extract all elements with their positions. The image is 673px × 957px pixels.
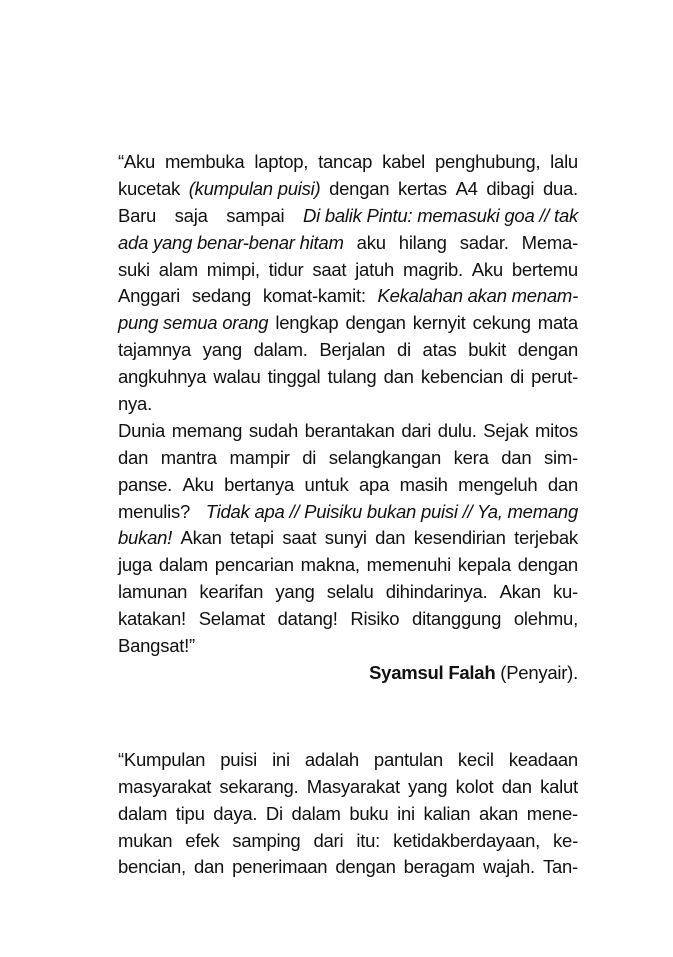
word: mengeluh — [458, 473, 538, 495]
word: kabel — [382, 151, 426, 172]
word: apa — [359, 473, 390, 495]
word: untuk — [304, 473, 349, 495]
word: laptop, — [254, 151, 309, 172]
word: dengan — [335, 856, 396, 878]
text-line — [118, 445, 578, 472]
word: sunyi — [324, 527, 367, 549]
word: buku — [349, 802, 389, 824]
word: mimpi, — [206, 258, 260, 280]
word: dua. — [542, 177, 578, 199]
section-gap — [118, 687, 578, 747]
word: ditanggung — [412, 608, 502, 630]
word: kernyit — [412, 312, 466, 334]
text-line — [118, 337, 578, 364]
italic-phrase: (kumpulan puisi) — [188, 177, 321, 199]
word: kalut — [540, 775, 578, 797]
text-line — [118, 633, 578, 660]
word: sampai — [226, 204, 285, 226]
word: dan — [383, 366, 414, 388]
text-line — [118, 230, 578, 257]
word: Sejak — [483, 419, 529, 441]
page-content — [118, 149, 578, 881]
word: penghubung, — [434, 151, 541, 172]
word: mitos — [534, 419, 578, 441]
word: tajamnya — [118, 339, 192, 361]
word: angkuhnya — [118, 366, 207, 388]
word: ini — [272, 748, 290, 770]
word: dalam. — [253, 339, 308, 361]
word: bertanya — [224, 473, 295, 495]
word: suki — [118, 258, 150, 280]
word: Masyarakat — [306, 775, 400, 797]
text-line — [118, 472, 578, 499]
word: juga — [118, 554, 152, 576]
word: dari — [313, 829, 344, 851]
word: puisi — [220, 748, 258, 770]
word: kearifan — [199, 581, 264, 603]
word: pencarian — [214, 554, 294, 576]
word: cekung — [472, 312, 531, 334]
word: mantra — [160, 446, 217, 468]
word: kecil — [457, 748, 494, 770]
text-line — [118, 801, 578, 828]
text-line — [118, 203, 578, 230]
word: aku — [356, 231, 386, 253]
word: dan — [547, 473, 578, 495]
word: jatuh — [355, 258, 395, 280]
word: efek — [185, 829, 220, 851]
italic-phrase: Di balik Pintu: memasuki goa // tak — [302, 204, 578, 226]
text-line — [118, 176, 578, 203]
word: kesendirian — [413, 527, 506, 549]
word: Di — [265, 802, 283, 824]
word: adalah — [304, 748, 359, 770]
word: perut- — [531, 366, 578, 388]
word: berantakan — [304, 419, 395, 441]
word: mukan — [118, 829, 173, 851]
word: saja — [174, 204, 208, 226]
word: kera — [453, 446, 489, 468]
word: alam — [158, 258, 198, 280]
word: A4 — [455, 177, 478, 199]
word: bukit — [468, 339, 507, 361]
word: dari — [401, 419, 432, 441]
word: membuka — [164, 151, 245, 172]
word: terjebak — [514, 527, 578, 549]
word: saat — [282, 527, 317, 549]
italic-phrase: pung semua orang — [118, 312, 269, 334]
word: datang! — [277, 608, 338, 630]
word: menulis? — [118, 500, 191, 522]
word: kebencian — [420, 366, 503, 388]
word: tetapi — [230, 527, 274, 549]
word: atas — [422, 339, 457, 361]
word: tulang — [327, 366, 377, 388]
word: samping — [232, 829, 301, 851]
word: makna, — [300, 554, 360, 576]
word: kolot — [455, 775, 494, 797]
text-line — [118, 552, 578, 579]
word: bertemu — [511, 258, 578, 280]
text-line — [118, 283, 578, 310]
word: tinggal — [267, 366, 321, 388]
text-line — [118, 854, 578, 881]
quote-paragraph-1 — [118, 149, 578, 660]
text-line — [118, 364, 578, 391]
attribution-role: (Penyair). — [500, 661, 578, 683]
word: Tan- — [542, 856, 578, 878]
word: sudah — [248, 419, 298, 441]
word: di — [302, 446, 317, 468]
word: selangkangan — [328, 446, 441, 468]
word: kalian — [423, 802, 471, 824]
word: tipu — [175, 802, 205, 824]
text-line — [118, 310, 578, 337]
text-line — [118, 828, 578, 855]
word: Aku — [471, 258, 503, 280]
word: pantulan — [373, 748, 443, 770]
word: Anggari — [118, 285, 181, 307]
word: dalam — [118, 802, 168, 824]
word: olehmu, — [513, 608, 578, 630]
word: selalu — [326, 581, 374, 603]
word: sadar. — [459, 231, 509, 253]
italic-phrase: Kekalahan akan menam- — [377, 285, 578, 307]
word: hilang — [398, 231, 447, 253]
word: mata — [537, 312, 578, 334]
word: mene- — [526, 802, 578, 824]
quote-paragraph-2 — [118, 747, 578, 881]
word: Berjalan — [319, 339, 386, 361]
word: katakan! — [118, 608, 186, 630]
word: Akan — [499, 581, 541, 603]
italic-phrase: bukan! — [118, 527, 173, 549]
word: Risiko — [350, 608, 400, 630]
text-line — [118, 149, 578, 176]
word: dibagi — [486, 177, 535, 199]
word: keadaan — [508, 748, 578, 770]
word: beragam — [403, 856, 475, 878]
word: yang — [408, 775, 448, 797]
word: Mema- — [521, 231, 578, 253]
word: masyarakat — [118, 775, 212, 797]
word: dulu. — [437, 419, 477, 441]
word: Bangsat!” — [118, 635, 195, 657]
word: ku- — [552, 581, 578, 603]
text-line — [118, 747, 578, 774]
italic-phrase: Tidak apa // Puisiku bukan puisi // Ya, memang — [205, 500, 578, 522]
word: lalu — [550, 151, 578, 172]
word: dalam — [158, 554, 208, 576]
word: dengan — [517, 339, 578, 361]
word: kepala — [457, 554, 511, 576]
italic-phrase: ada yang benar-benar hitam — [118, 231, 344, 253]
word: sim- — [544, 446, 578, 468]
text-line — [118, 499, 578, 526]
word: lengkap — [275, 312, 339, 334]
word: yang — [275, 581, 315, 603]
text-line — [118, 774, 578, 801]
word: wajah. — [482, 856, 535, 878]
word: “Kumpulan — [118, 748, 206, 770]
word: magrib. — [402, 258, 463, 280]
word: dan — [193, 856, 225, 878]
word: kucetak — [118, 177, 181, 199]
word: memenuhi — [366, 554, 452, 576]
word: di — [510, 366, 525, 388]
word: lamunan — [118, 581, 188, 603]
word: dalam — [291, 802, 341, 824]
word: dengan — [517, 554, 578, 576]
word: Dunia — [118, 419, 166, 441]
word: akan — [478, 802, 519, 824]
text-line — [118, 606, 578, 633]
word: “Aku — [118, 151, 156, 172]
word: dan — [375, 527, 406, 549]
word: memang — [171, 419, 243, 441]
text-line — [118, 391, 578, 418]
text-line — [118, 418, 578, 445]
word: nya. — [118, 393, 152, 415]
text-line — [118, 257, 578, 284]
word: sekarang. — [219, 775, 299, 797]
word: dengan — [345, 312, 406, 334]
word: tancap — [318, 151, 373, 172]
word: ini — [397, 802, 415, 824]
word: daya. — [213, 802, 258, 824]
word: dan — [501, 446, 532, 468]
attribution — [118, 660, 578, 687]
word: ketidakberdayaan, — [393, 829, 541, 851]
word: saat — [312, 258, 347, 280]
attribution-name: Syamsul Falah — [369, 661, 496, 683]
word: Aku — [182, 473, 214, 495]
word: penerimaan — [232, 856, 328, 878]
word: bencian, — [118, 856, 186, 878]
word: ke- — [553, 829, 578, 851]
word: di — [396, 339, 411, 361]
word: dihindarinya. — [385, 581, 488, 603]
word: Baru — [118, 204, 157, 226]
word: dan — [501, 775, 532, 797]
word: walau — [213, 366, 261, 388]
word: masih — [399, 473, 448, 495]
word: yang — [202, 339, 242, 361]
word: itu: — [356, 829, 381, 851]
word: Akan — [180, 527, 222, 549]
text-line — [118, 525, 578, 552]
text-line — [118, 579, 578, 606]
word: dengan — [329, 177, 390, 199]
word: sedang — [191, 285, 252, 307]
word: tidur — [268, 258, 304, 280]
word: kertas — [398, 177, 447, 199]
word: komat-kamit: — [262, 285, 366, 307]
word: mampir — [229, 446, 290, 468]
word: Selamat — [198, 608, 265, 630]
word: dan — [118, 446, 149, 468]
word: panse. — [118, 473, 173, 495]
